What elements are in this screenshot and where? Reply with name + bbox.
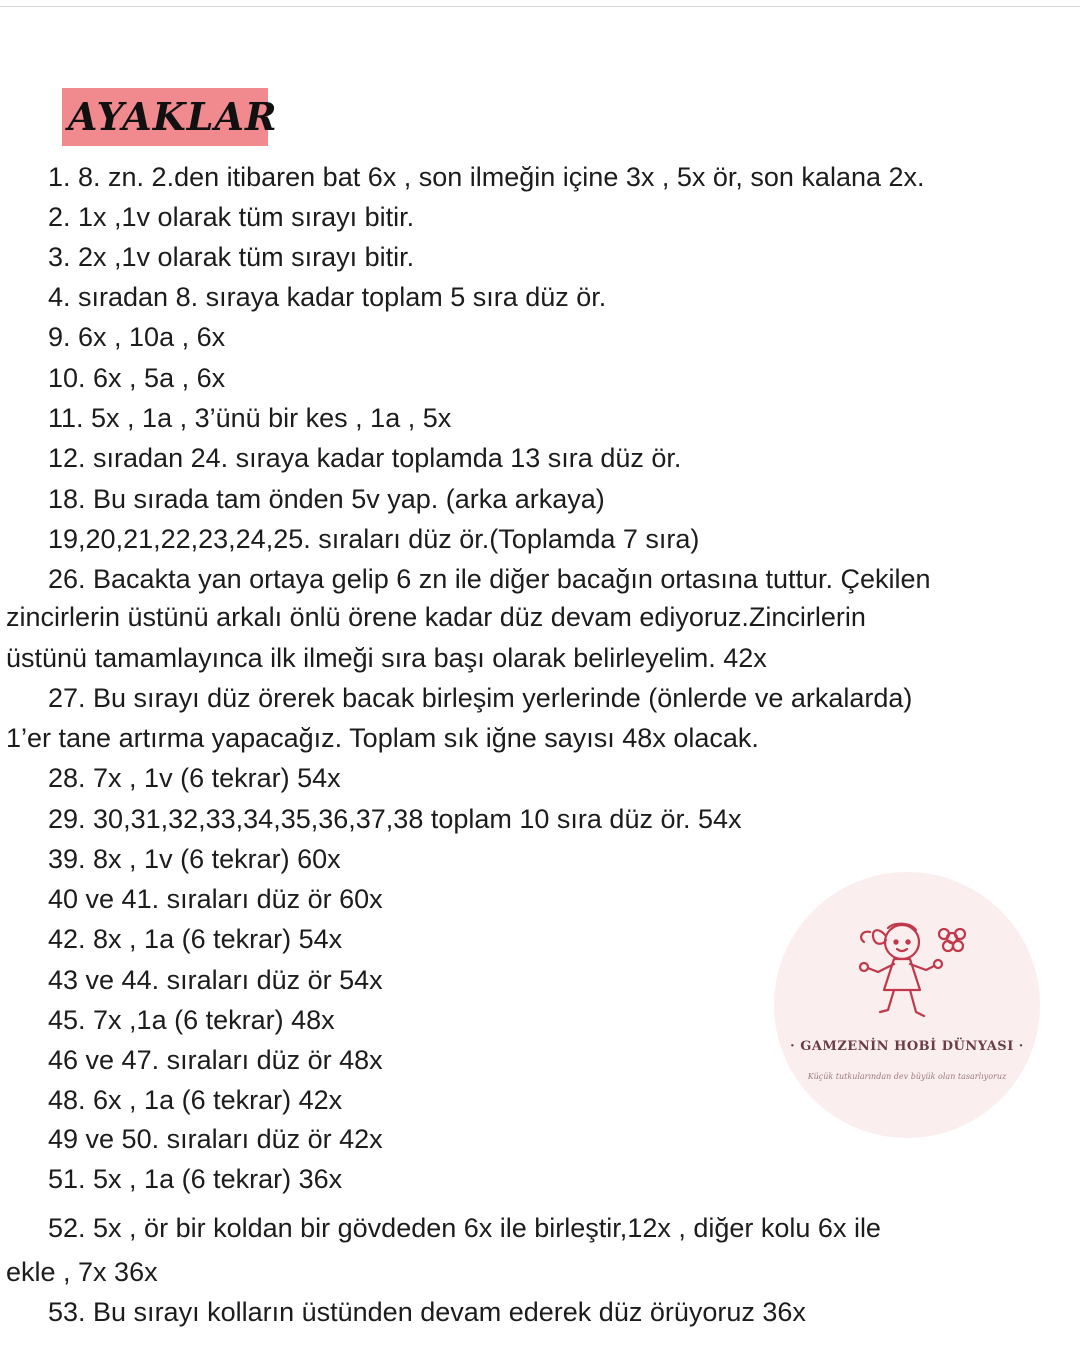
instruction-line: 9. 6x , 10a , 6x bbox=[48, 322, 226, 352]
brand-name: · GAMZENİN HOBİ DÜNYASI · bbox=[790, 1039, 1024, 1054]
instruction-line: 48. 6x , 1a (6 tekrar) 42x bbox=[48, 1085, 343, 1115]
instruction-line: ekle , 7x 36x bbox=[6, 1257, 158, 1287]
instruction-line: 27. Bu sırayı düz örerek bacak birleşim yerlerinde (önlerde ve arkalarda) bbox=[48, 683, 913, 713]
instruction-line: 42. 8x , 1a (6 tekrar) 54x bbox=[48, 924, 343, 954]
instruction-line: 11. 5x , 1a , 3’ünü bir kes , 1a , 5x bbox=[48, 403, 452, 433]
instruction-line: 12. sıradan 24. sıraya kadar toplamda 13 sıra düz ör. bbox=[48, 443, 682, 473]
top-divider bbox=[0, 6, 1080, 7]
instruction-line: zincirlerin üstünü arkalı önlü örene kadar düz devam ediyoruz.Zincirlerin bbox=[6, 602, 866, 632]
instruction-line: 52. 5x , ör bir koldan bir gövdeden 6x ile birleştir,12x , diğer kolu 6x ile bbox=[48, 1213, 881, 1243]
instruction-line: 49 ve 50. sıraları düz ör 42x bbox=[48, 1124, 383, 1154]
instruction-line: 1’er tane artırma yapacağız. Toplam sık iğne sayısı 48x olacak. bbox=[6, 723, 759, 753]
instruction-line: 18. Bu sırada tam önden 5v yap. (arka arkaya) bbox=[48, 484, 605, 514]
instruction-line: 45. 7x ,1a (6 tekrar) 48x bbox=[48, 1005, 335, 1035]
instruction-line: 26. Bacakta yan ortaya gelip 6 zn ile diğer bacağın ortasına tuttur. Çekilen bbox=[48, 564, 931, 594]
instruction-line: 28. 7x , 1v (6 tekrar) 54x bbox=[48, 763, 341, 793]
instruction-line: 51. 5x , 1a (6 tekrar) 36x bbox=[48, 1164, 343, 1194]
instruction-line: 39. 8x , 1v (6 tekrar) 60x bbox=[48, 844, 341, 874]
girl-illustration-icon bbox=[844, 912, 970, 1036]
instruction-line: 43 ve 44. sıraları düz ör 54x bbox=[48, 965, 383, 995]
instruction-line: 40 ve 41. sıraları düz ör 60x bbox=[48, 884, 383, 914]
instruction-line: üstünü tamamlayınca ilk ilmeği sıra başı olarak belirleyelim. 42x bbox=[6, 643, 767, 673]
instruction-line: 10. 6x , 5a , 6x bbox=[48, 363, 226, 393]
brand-tagline: Küçük tutkularından dev büyük olan tasarlıyoruz bbox=[807, 1072, 1007, 1081]
instruction-line: 53. Bu sırayı kolların üstünden devam ederek düz örüyoruz 36x bbox=[48, 1297, 806, 1327]
instruction-line: 2. 1x ,1v olarak tüm sırayı bitir. bbox=[48, 202, 415, 232]
instruction-line: 29. 30,31,32,33,34,35,36,37,38 toplam 10 sıra düz ör. 54x bbox=[48, 804, 742, 834]
section-title: AYAKLAR bbox=[68, 94, 278, 139]
brand-logo bbox=[774, 872, 1040, 1138]
instruction-line: 4. sıradan 8. sıraya kadar toplam 5 sıra düz ör. bbox=[48, 282, 607, 312]
section-title-badge bbox=[62, 88, 278, 146]
instruction-line: 3. 2x ,1v olarak tüm sırayı bitir. bbox=[48, 242, 415, 272]
instruction-line: 1. 8. zn. 2.den itibaren bat 6x , son ilmeğin içine 3x , 5x ör, son kalana 2x. bbox=[48, 162, 925, 192]
instruction-line: 19,20,21,22,23,24,25. sıraları düz ör.(Toplamda 7 sıra) bbox=[48, 524, 700, 554]
instruction-line: 46 ve 47. sıraları düz ör 48x bbox=[48, 1045, 383, 1075]
